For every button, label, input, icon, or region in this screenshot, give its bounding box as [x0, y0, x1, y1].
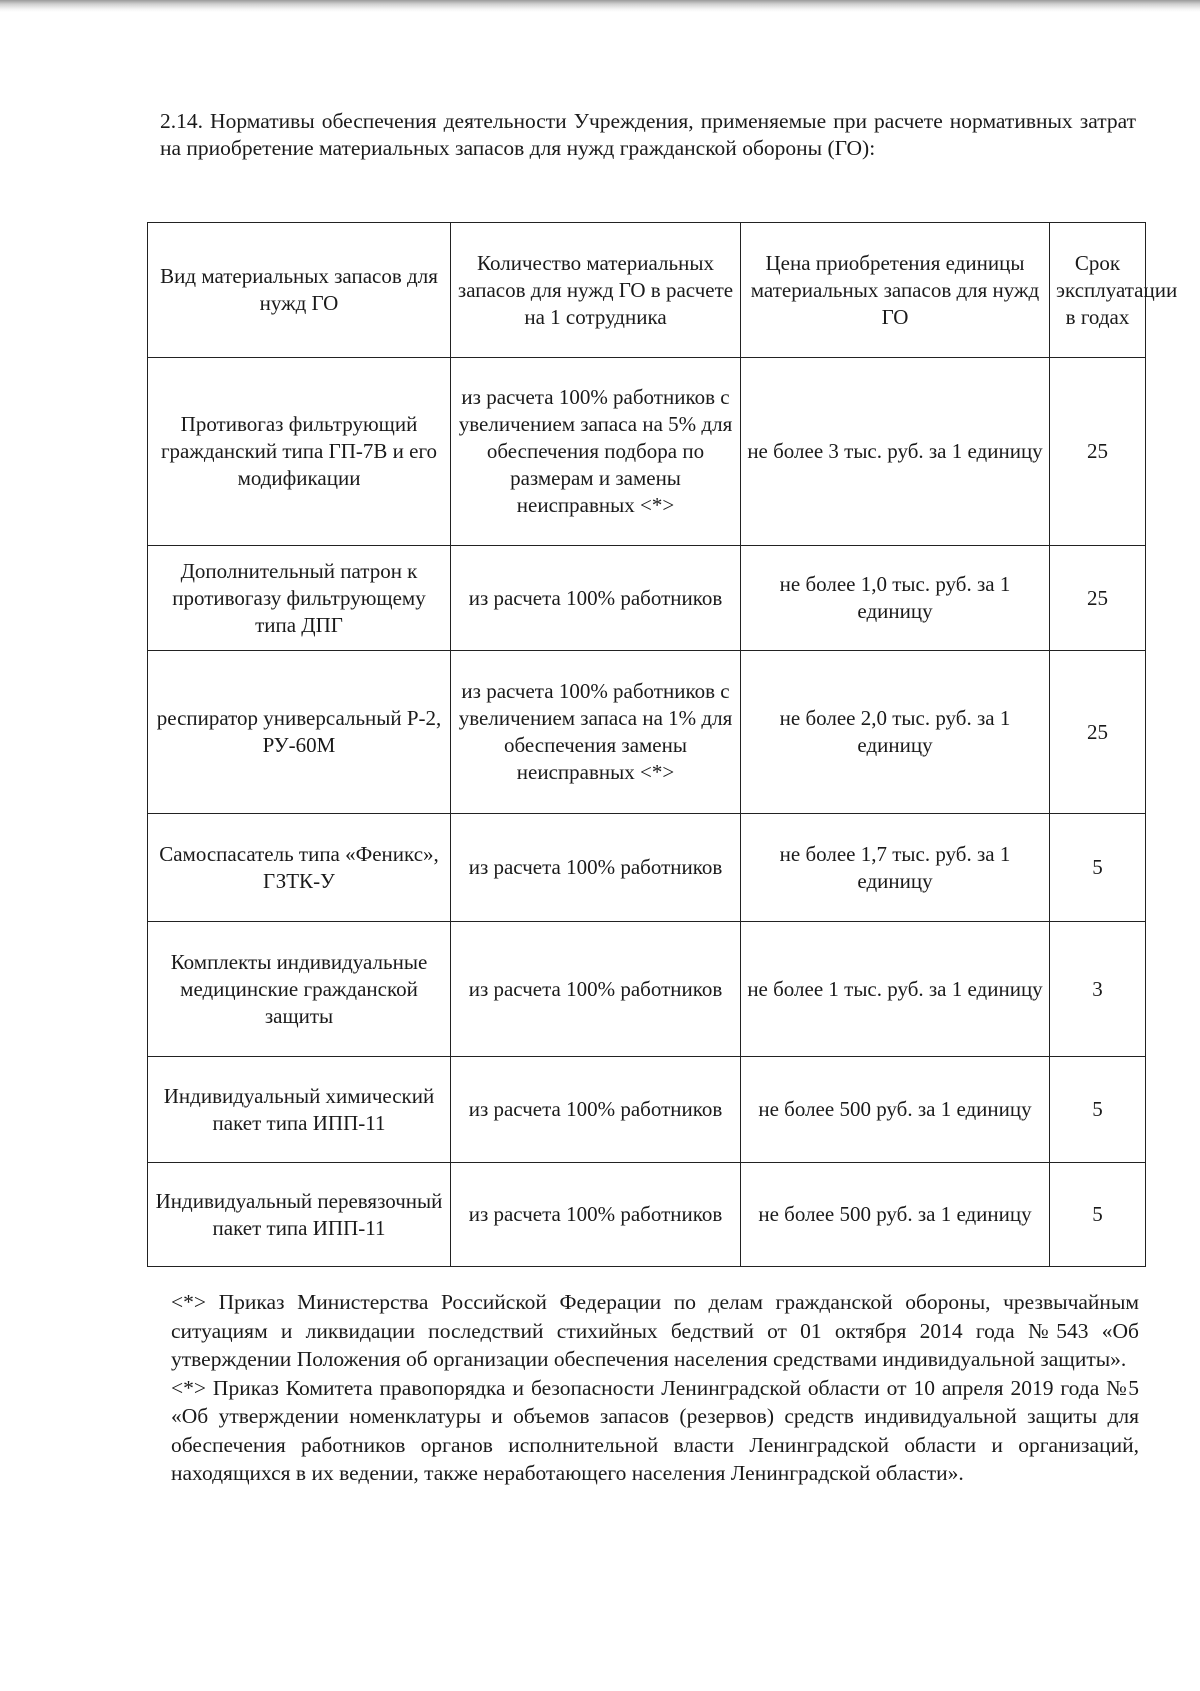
cell-item: Индивидуальный перевязочный пакет типа ИПП-11 [148, 1163, 451, 1267]
table-row [148, 358, 1146, 546]
header-quantity: Количество материальных запасов для нужд ГО в расчете на 1 сотрудника [451, 223, 741, 358]
table-row [148, 814, 1146, 922]
cell-item: респиратор универсальный Р-2, РУ-60М [148, 651, 451, 814]
cell-term: 5 [1050, 814, 1146, 922]
cell-price: не более 1,7 тыс. руб. за 1 единицу [741, 814, 1050, 922]
cell-item: Самоспасатель типа «Феникс», ГЗТК-У [148, 814, 451, 922]
cell-quantity: из расчета 100% работников с увеличением запаса на 5% для обеспечения подбора по размерам и замены неисправных <*> [451, 358, 741, 546]
cell-price: не более 500 руб. за 1 единицу [741, 1057, 1050, 1163]
scan-edge-shadow [0, 0, 1200, 12]
cell-term: 25 [1050, 651, 1146, 814]
cell-item: Индивидуальный химический пакет типа ИПП-11 [148, 1057, 451, 1163]
table-row [148, 1163, 1146, 1267]
cell-price: не более 3 тыс. руб. за 1 единицу [741, 358, 1050, 546]
cell-quantity: из расчета 100% работников [451, 1057, 741, 1163]
cell-quantity: из расчета 100% работников [451, 1163, 741, 1267]
cell-term: 25 [1050, 546, 1146, 651]
table-row [148, 1057, 1146, 1163]
cell-quantity: из расчета 100% работников [451, 814, 741, 922]
intro-paragraph: 2.14. Нормативы обеспечения деятельности Учреждения, применяемые при расчете нормативных затрат на приобретение материальных запасов для нужд гражданской обороны (ГО): [160, 109, 1136, 160]
table-row [148, 546, 1146, 651]
table-row [148, 651, 1146, 814]
cell-price: не более 500 руб. за 1 единицу [741, 1163, 1050, 1267]
cell-item: Дополнительный патрон к противогазу фильтрующему типа ДПГ [148, 546, 451, 651]
footnotes [171, 1288, 1139, 1488]
civil-defense-norms-table [147, 222, 1178, 1267]
cell-quantity: из расчета 100% работников с увеличением запаса на 1% для обеспечения замены неисправных <*> [451, 651, 741, 814]
cell-term: 3 [1050, 922, 1146, 1057]
cell-price: не более 2,0 тыс. руб. за 1 единицу [741, 651, 1050, 814]
cell-term: 25 [1050, 358, 1146, 546]
header-service-life: Срок эксплуатации в годах [1050, 223, 1146, 358]
footnote-leningrad-order: <*> Приказ Комитета правопорядка и безопасности Ленинградской области от 10 апреля 2019 года №5 «Об утверждении номенклатуры и объемов запасов (резервов) средств индивидуальной защиты для обеспечения работников органов исполнительной власти Ленинградской области и организаций, находящихся в их ведении, также неработающего населения Ленинградской области». [171, 1375, 1139, 1485]
footnote-mchs-order: <*> Приказ Министерства Российской Федерации по делам гражданской обороны, чрезвычайным ситуациям и ликвидации последствий стихийных бедствий от 01 октября 2014 года №543 «Об утверждении Положения об организации обеспечения населения средствами индивидуальной защиты». [171, 1290, 1139, 1371]
cell-term: 5 [1050, 1163, 1146, 1267]
cell-item: Противогаз фильтрующий гражданский типа ГП-7В и его модификации [148, 358, 451, 546]
cell-quantity: из расчета 100% работников [451, 546, 741, 651]
table-row [148, 922, 1146, 1057]
cell-price: не более 1,0 тыс. руб. за 1 единицу [741, 546, 1050, 651]
cell-price: не более 1 тыс. руб. за 1 единицу [741, 922, 1050, 1057]
cell-term: 5 [1050, 1057, 1146, 1163]
table-header-row [148, 223, 1146, 358]
header-item-type: Вид материальных запасов для нужд ГО [148, 223, 451, 358]
cell-item: Комплекты индивидуальные медицинские гражданской защиты [148, 922, 451, 1057]
header-price: Цена приобретения единицы материальных запасов для нужд ГО [741, 223, 1050, 358]
cell-quantity: из расчета 100% работников [451, 922, 741, 1057]
